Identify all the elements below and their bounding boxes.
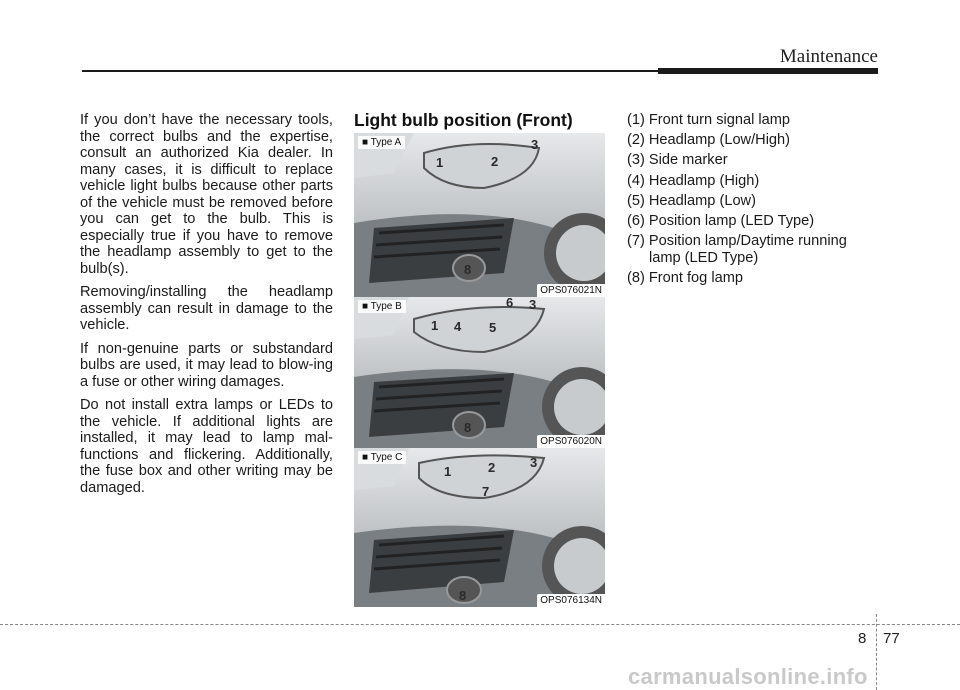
paragraph: Do not install extra lamps or LEDs to the vehicle. If additional lights are installed, it may lead to lamp mal-functions and flickering. Additionally, the fuse box and other writing may be damaged. <box>80 397 333 496</box>
figure-code: OPS076021N <box>537 284 605 297</box>
figure-type-c <box>354 448 605 607</box>
watermark: carmanualsonline.info <box>628 664 868 689</box>
paragraph: If non-genuine parts or substandard bulbs are used, it may lead to blow-ing a fuse or other wiring damages. <box>80 340 333 390</box>
chapter-number: 8 <box>858 630 867 647</box>
paragraph: If you don’t have the necessary tools, the correct bulbs and the expertise, consult an authorized Kia dealer. In many cases, it is difficult to replace vehicle light bulbs because other parts of the vehicle must be removed before you can get to the bulb. This is especially true if you have to remove the headlamp assembly to get to the bulb(s). <box>80 112 333 277</box>
callout-8: 8 <box>459 588 467 603</box>
callout-1: 1 <box>436 155 444 170</box>
callout-1: 1 <box>431 318 439 333</box>
figure-code: OPS076020N <box>537 435 605 448</box>
header-rule-accent <box>658 68 878 74</box>
bulb-legend <box>627 112 867 291</box>
car-front-illustration <box>354 133 605 297</box>
left-column-text <box>80 112 333 503</box>
figure-code: OPS076134N <box>537 594 605 607</box>
page-number: 77 <box>883 630 900 647</box>
page-section-title: Maintenance <box>779 46 878 67</box>
callout-6: 6 <box>506 297 514 310</box>
legend-item: (3) Side marker <box>627 152 728 169</box>
callout-8: 8 <box>464 262 472 277</box>
footer-divider <box>876 614 877 690</box>
type-label: ■ Type A <box>358 136 405 149</box>
callout-3: 3 <box>531 137 539 152</box>
footer-rule <box>0 624 960 625</box>
type-label: ■ Type B <box>358 300 406 313</box>
callout-5: 5 <box>489 320 497 335</box>
legend-item: (4) Headlamp (High) <box>627 172 760 189</box>
callout-2: 2 <box>488 460 496 475</box>
legend-item: (5) Headlamp (Low) <box>627 192 756 209</box>
figure-type-b <box>354 297 605 448</box>
legend-item: (1) Front turn signal lamp <box>627 112 791 128</box>
figure-type-a <box>354 133 605 297</box>
callout-3: 3 <box>530 455 538 470</box>
callout-7: 7 <box>482 484 490 499</box>
legend-item: (6) Position lamp (LED Type) <box>627 212 815 229</box>
callout-2: 2 <box>491 154 499 169</box>
callout-8: 8 <box>464 420 472 435</box>
legend-item: (2) Headlamp (Low/High) <box>627 132 791 149</box>
legend-item: (8) Front fog lamp <box>627 270 743 287</box>
callout-1: 1 <box>444 464 452 479</box>
car-front-illustration <box>354 448 605 607</box>
paragraph: Removing/installing the headlamp assembly can result in damage to the vehicle. <box>80 284 333 333</box>
callout-3: 3 <box>529 297 537 312</box>
type-label: ■ Type C <box>358 451 406 464</box>
car-front-illustration <box>354 297 605 448</box>
callout-4: 4 <box>454 319 462 334</box>
legend-item: (7) Position lamp/Daytime running lamp (LED Type) <box>627 233 847 267</box>
section-heading: Light bulb position (Front) <box>354 110 573 130</box>
